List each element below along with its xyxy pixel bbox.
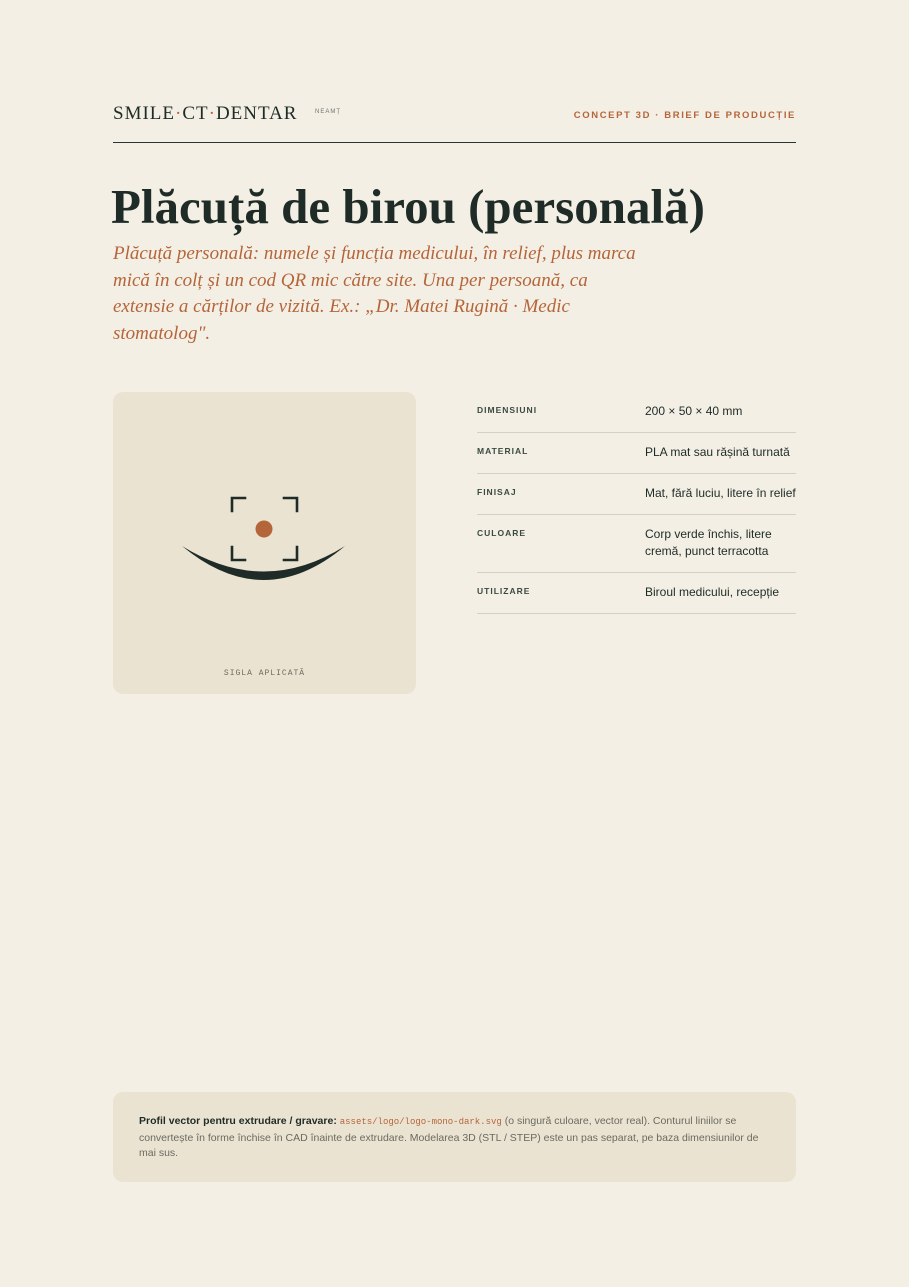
spec-row-finish: [477, 474, 796, 515]
accent-dot: [256, 521, 273, 538]
spec-value: 200 × 50 × 40 mm: [645, 404, 743, 418]
document-type-label: CONCEPT 3D · BRIEF DE PRODUCȚIE: [573, 110, 796, 121]
production-note: [113, 1092, 796, 1182]
spec-label: CULOARE: [477, 528, 527, 538]
spec-row-material: [477, 433, 796, 474]
page-title: Plăcuță de birou (personală): [111, 179, 705, 234]
smile-curve: [182, 546, 345, 580]
page-header: [113, 100, 796, 143]
note-text: (o singură culoare, vector real). Conturul liniilor se convertește în forme închise în CAD înainte de extrudare. Modelarea 3D (STL / STEP) este un pas separat, pe baza dimensiunilor de mai sus.: [139, 1115, 759, 1159]
spec-label: MATERIAL: [477, 446, 529, 456]
spec-value: Biroul medicului, recepție: [645, 585, 780, 599]
spec-row-color: [477, 515, 796, 573]
logo-preview-panel: [113, 392, 416, 694]
brand-logo: SMILE·CT·DENTAR: [113, 103, 298, 124]
spec-label: UTILIZARE: [477, 586, 531, 596]
brand-location: NEAMȚ: [315, 109, 341, 115]
spec-value: PLA mat sau rășină turnată: [645, 445, 790, 459]
preview-caption: SIGLA APLICATĂ: [223, 669, 306, 678]
spec-label: FINISAJ: [477, 487, 517, 497]
note-file-path: assets/logo/logo-mono-dark.svg: [339, 1117, 502, 1127]
note-lead: Profil vector pentru extrudare / gravare:: [139, 1115, 337, 1127]
frame-corner-top-right: [284, 498, 297, 511]
page-subtitle: Plăcuță personală: numele și funcția medicului, în relief, plus marca mică în colț și un cod QR mic către site. Una per persoană, ca extensie a cărților de vizită. Ex.: „Dr. Matei Rugină · Medic stomatolog".: [113, 243, 636, 344]
frame-corner-bottom-left: [232, 547, 245, 560]
frame-corner-top-left: [232, 498, 245, 511]
spec-label: DIMENSIUNI: [477, 405, 538, 415]
smile-ct-logo-icon: [113, 392, 416, 694]
spec-value: Mat, fără luciu, litere în relief: [645, 486, 796, 500]
frame-corner-bottom-right: [284, 547, 297, 560]
spec-row-usage: [477, 573, 796, 614]
spec-value: Corp verde închis, litere cremă, punct terracotta: [645, 527, 772, 558]
spec-row-dimensions: [477, 392, 796, 433]
spec-table: [477, 392, 796, 614]
